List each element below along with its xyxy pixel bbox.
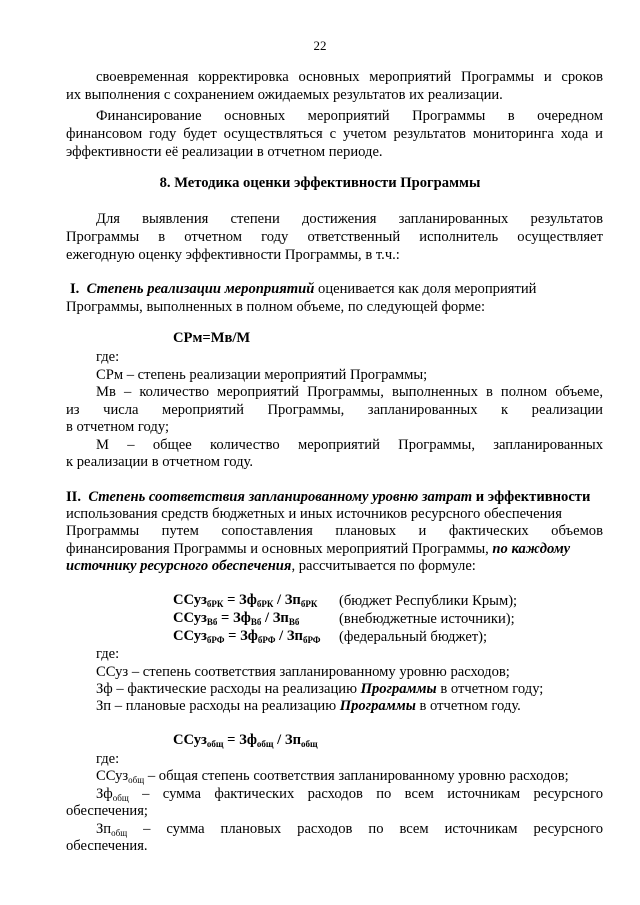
emphasis-span: Программы [360,681,437,697]
text-span: Зп [96,821,112,837]
definition-line [96,680,543,698]
section-2-lead [66,488,603,506]
section-heading: 8. Методика оценки эффективности Программы [159,175,481,191]
formula-subscript: общ [206,739,224,749]
formula-subscript: Вб [250,617,262,627]
definition-line: Мв – количество мероприятий Программы, выполненных в полном объеме, [96,384,603,400]
formula-ssuz-brk [173,592,317,609]
definition-line: обеспечения. [66,838,148,854]
formula-term: = Зф [223,592,257,608]
text-span: – общая степень соответствия запланированному уровню расходов; [144,768,569,784]
text-span: Зф – фактические расходы на реализацию [96,681,361,697]
definition-line [96,785,603,807]
definition-line: к реализации в отчетном году. [66,454,254,470]
section-1-text: оценивается как доля мероприятий [314,281,537,297]
formula-note: (федеральный бюджет); [339,629,488,645]
formula-subscript: общ [128,775,145,785]
formula-subscript: общ [112,793,129,803]
text-line: их выполнения с сохранением ожидаемых результатов их реализации. [66,87,503,103]
definition-line: ССуз – степень соответствия запланированному уровню расходов; [96,664,510,680]
formula-term: ССуз [173,732,207,748]
definition-line: обеспечения; [66,803,148,819]
text-line: своевременная корректировка основных мероприятий Программы и сроков [96,69,603,85]
text-line [66,557,476,575]
formula-subscript: Вб [206,617,218,627]
text-line: использования средств бюджетных и иных источников ресурсного обеспечения [66,506,562,522]
formula-term: ССуз [173,592,207,608]
definition-line: в отчетном году; [66,419,170,435]
emphasis-span: источнику ресурсного обеспечения [66,558,292,574]
formula-subscript: бРФ [206,635,225,645]
formula-term: ССуз [173,610,207,626]
text-span: в отчетном году. [415,698,521,714]
formula-subscript: бРК [300,599,318,609]
formula-note: (внебюджетные источники); [339,611,515,627]
section-2-title: Степень соответствия запланированному уровню затрат [88,489,473,505]
text-span: , рассчитывается по формуле: [291,558,476,574]
formula-term: / Зп [273,732,301,748]
text-line: Программы, выполненных в полном объеме, по следующей форме: [66,299,486,315]
formula-term: = Зф [223,732,257,748]
definition-line: СРм – степень реализации мероприятий Программы; [96,367,428,383]
text-line: эффективности её реализации в отчетном периоде. [66,144,383,160]
text-line [66,540,603,558]
formula-subscript: бРК [256,599,274,609]
formula-term: / Зп [273,592,301,608]
page-number: 22 [313,38,327,53]
text-line: ежегодную оценку эффективности Программы, в т.ч.: [66,247,400,263]
formula-subscript: бРФ [302,635,321,645]
definition-line [96,697,521,715]
formula-subscript: Вб [288,617,300,627]
text-line: Для выявления степени достижения запланированных результатов [96,211,603,227]
section-1-number: I. [70,281,80,297]
section-2-number: II. [66,489,82,505]
text-span: финансирования Программы и основных мероприятий Программы, [66,541,493,557]
emphasis-span: по каждому [492,541,571,557]
text-line: Финансирование основных мероприятий Программы в очередном [96,108,603,124]
definition-line [96,820,603,842]
text-line: Программы в отчетном году ответственный исполнитель осуществляет [66,229,603,245]
text-span: в отчетном году; [436,681,544,697]
section-1-title: Степень реализации мероприятий [86,281,315,297]
formula-term: ССуз [173,628,207,644]
formula-subscript: бРФ [257,635,276,645]
formula-term: = Зф [217,610,251,626]
text-span: ССуз [96,768,129,784]
formula-ssuz-total [173,732,318,749]
formula-note: (бюджет Республики Крым); [339,593,518,609]
text-line: финансовом году будет осуществляться с учетом результатов мониторинга хода и [66,126,603,142]
formula-ssuz-brf [173,628,321,645]
where-label: где: [96,349,120,365]
section-1-lead [70,280,603,298]
formula-term: / Зп [261,610,289,626]
definition-line: из числа мероприятий Программы, запланированных к реализации [66,402,603,418]
formula-term: = Зф [224,628,258,644]
formula-srm: СРм=Мв/М [173,330,251,346]
text-span: – сумма фактических расходов по всем источникам ресурсного [128,786,603,802]
formula-subscript: бРК [206,599,224,609]
formula-subscript: общ [301,739,318,749]
text-span: Зп – плановые расходы на реализацию [96,698,340,714]
formula-subscript: общ [111,828,128,838]
section-2-text: и эффективности [472,489,591,505]
formula-subscript: общ [256,739,274,749]
formula-term: / Зп [275,628,303,644]
where-label: где: [96,751,120,767]
text-span: – сумма плановых расходов по всем источникам ресурсного [127,821,603,837]
where-label: где: [96,646,120,662]
formula-ssuz-vb [173,610,299,627]
text-span: Зф [96,786,113,802]
definition-line: М – общее количество мероприятий Программы, запланированных [96,437,603,453]
emphasis-span: Программы [339,698,416,714]
text-line: Программы путем сопоставления плановых и фактических объемов [66,523,603,539]
